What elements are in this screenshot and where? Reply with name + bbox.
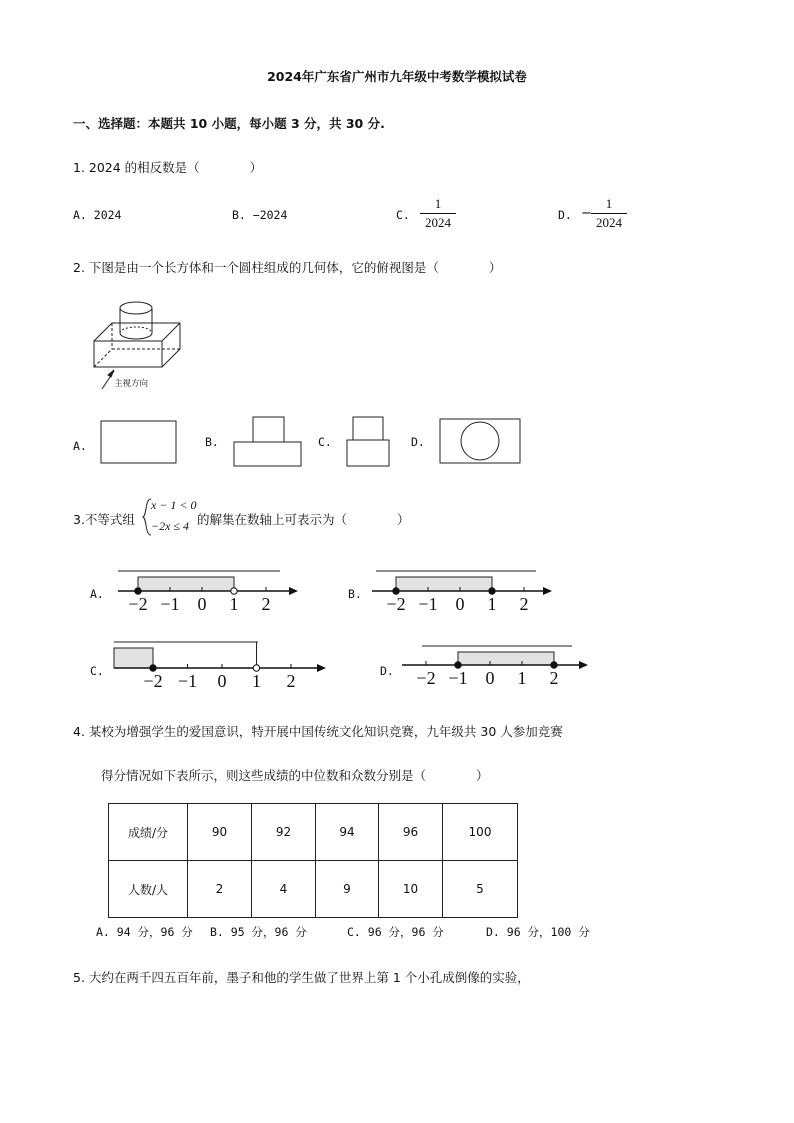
tick-label: −1 [160,594,180,614]
q1-d-numerator: 1 [605,196,613,211]
q3-stem-suffix: 的解集在数轴上可表示为（ ） [197,512,410,527]
q5-stem: 5. 大约在两千四五百年前，墨子和他的学生做了世界上第 1 个小孔成倒像的实验， [73,970,530,985]
closed-endpoint [150,665,156,671]
q2-option-a-figure [100,420,180,466]
q1-option-c-fraction [420,196,456,231]
q2-option-b-figure [233,416,305,470]
q2-option-d[interactable]: D. [411,435,425,449]
table-cell: 90 [188,804,252,861]
tick-label: 0 [217,671,227,691]
table-cell: 5 [443,861,518,918]
tick-label: 1 [229,594,239,614]
tick-label: 1 [517,668,527,688]
closed-endpoint [489,588,495,594]
q3-option-b[interactable]: B. [348,587,362,601]
table-row-header-score: 成绩/分 [109,804,188,861]
shaded-solution-region [396,577,492,591]
q1-option-c-label[interactable]: C. [396,208,410,222]
q3-inequality-1: x − 1 < 0 [151,498,197,512]
table-cell: 2 [188,861,252,918]
q3-stem-prefix: 3.不等式组 [73,512,135,527]
tick-label: −2 [128,594,148,614]
q2-option-b[interactable]: B. [205,435,219,449]
closed-endpoint [551,662,557,668]
axis-arrowhead [317,664,326,672]
open-endpoint [231,588,237,594]
closed-endpoint [135,588,141,594]
q2-stem: 2. 下图是由一个长方体和一个圆柱组成的几何体，它的俯视图是（ ） [73,260,502,275]
cylinder-top [120,302,152,314]
q1-option-b[interactable]: B. −2024 [232,208,288,222]
table-cell: 100 [443,804,518,861]
shaded-solution-region [458,652,554,665]
open-endpoint [253,665,259,671]
q4-option-a[interactable]: A. 94 分，96 分 [96,925,193,939]
q3-number-line-c [114,642,326,691]
axis-arrowhead [289,587,298,595]
q3-inequality-2: −2x ≤ 4 [151,519,190,533]
q3-number-line-b [372,571,552,614]
q2-option-c-figure [346,416,394,470]
q1-option-d-sign: − [581,206,592,221]
view-direction-label: 主视方向 [114,379,149,389]
q4-stem-line2: 得分情况如下表所示，则这些成绩的中位数和众数分别是（ ） [101,768,489,783]
table-cell: 94 [316,804,379,861]
tick-label: −1 [418,594,438,614]
shaded-solution-region [114,648,153,668]
page-title: 2024年广东省广州市九年级中考数学模拟试卷 [267,69,527,84]
tick-label: 1 [487,594,497,614]
tick-label: −1 [177,671,198,691]
closed-endpoint [393,588,399,594]
box-front-face [94,341,162,367]
table-cell: 96 [379,804,443,861]
q3-option-a[interactable]: A. [90,587,104,601]
q3-number-line-d [402,646,588,688]
table-cell: 92 [252,804,316,861]
tick-label: 2 [261,594,271,614]
q1-d-denominator: 2024 [596,215,622,230]
tick-label: 1 [252,671,261,691]
table-row [109,804,518,861]
table-row-header-count: 人数/人 [109,861,188,918]
table-row [109,861,518,918]
q2-option-a[interactable]: A. [73,439,87,453]
tick-label: 0 [485,668,495,688]
q2-option-d-figure [439,418,523,466]
tick-label: 2 [549,668,559,688]
tick-label: −2 [416,668,436,688]
q4-option-b[interactable]: B. 95 分，96 分 [210,925,307,939]
q3-option-c[interactable]: C. [90,664,104,678]
tick-label: 0 [197,594,207,614]
q1-c-denominator: 2024 [425,215,451,230]
table-cell: 10 [379,861,443,918]
table-cell: 9 [316,861,379,918]
tick-label: −2 [386,594,406,614]
score-table [108,803,518,918]
tick-label: −1 [448,668,468,688]
q3-number-line-a [118,571,298,614]
tick-label: −2 [143,671,163,691]
q1-option-d-label[interactable]: D. [558,208,572,222]
q4-option-c[interactable]: C. 96 分，96 分 [347,925,444,939]
q1-c-numerator: 1 [434,196,442,211]
closed-endpoint [455,662,461,668]
box-top-side-edges [94,323,180,367]
section-heading: 一、选择题：本题共 10 小题，每小题 3 分，共 30 分. [73,116,385,131]
q2-option-c[interactable]: C. [318,435,332,449]
q4-option-d[interactable]: D. 96 分，100 分 [486,925,590,939]
q4-stem-line1: 4. 某校为增强学生的爱国意识，特开展中国传统文化知识竞赛，九年级共 30 人参加竞赛 [73,724,563,739]
axis-arrowhead [543,587,552,595]
q1-option-a[interactable]: A. 2024 [73,208,122,222]
q1-option-d-fraction [591,196,627,231]
shaded-solution-region [138,577,234,591]
q3-option-d[interactable]: D. [380,664,394,678]
q1-stem: 1. 2024 的相反数是（ ） [73,160,263,175]
table-cell: 4 [252,861,316,918]
tick-label: 0 [455,594,465,614]
tick-label: 2 [286,671,296,691]
tick-label: 2 [519,594,529,614]
axis-arrowhead [579,661,588,669]
